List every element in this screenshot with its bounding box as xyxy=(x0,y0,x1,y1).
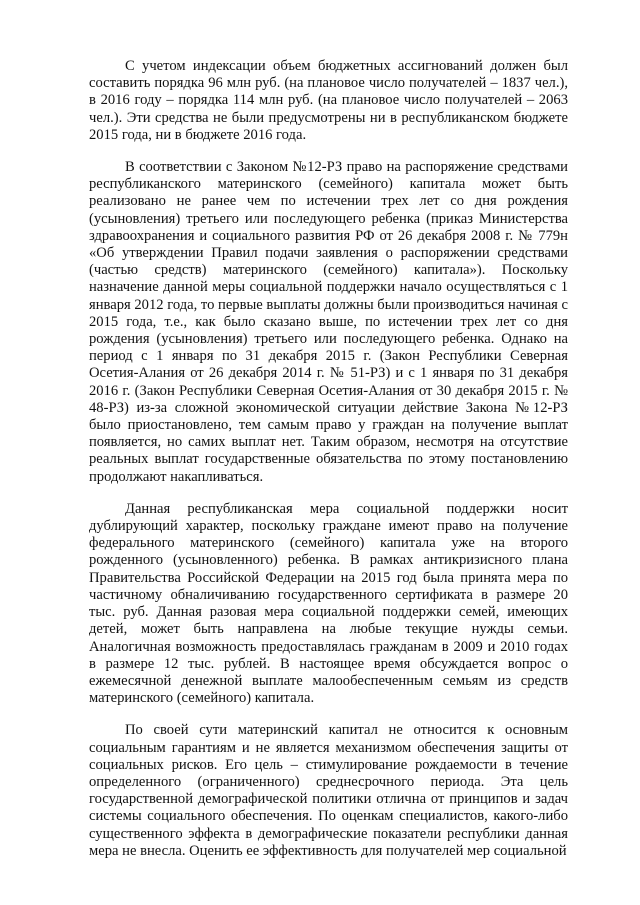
paragraph-budget-indexation: С учетом индексации объем бюджетных ассигнований должен был составить порядка 96 млн руб. (на плановое число получателей – 1837 чел.), в 2016 году – порядка 114 млн руб. (на плановое число получателей – 2063 чел.). Эти средства не были предусмотрены ни в республиканском бюджете 2015 года, ни в бюджете 2016 года. xyxy=(89,58,568,143)
paragraph-law-12-rz: В соответствии с Законом №12-РЗ право на распоряжение средствами республиканского материнского (семейного) капитала может быть реализовано не ранее чем по истечении трех лет со дня рождения (усыновления) третьего или последующего ребенка (приказ Министерства здравоохранения и социального развития РФ от 26 декабря 2008 г. № 779н «Об утверждении Правил подачи заявления о распоряжении средствами (частью средств) материнского (семейного) капитала»). Поскольку назначение данной меры социальной поддержки начало осуществляться с 1 января 2012 года, то первые выплаты должны были производиться начиная с 2015 года, т.е., как было сказано выше, по истечении трех лет со дня рождения (усыновления) третьего или последующего ребенка. Однако на период с 1 января по 31 декабря 2015 г. (Закон Республики Северная Осетия-Алания от 26 декабря 2014 г. № 51-РЗ) и с 1 января по 31 декабря 2016 г. (Закон Республики Северная Осетия-Алания от 30 декабря 2015 г. № 48-РЗ) из-за сложной экономической ситуации действие Закона №12-РЗ было приостановлено, тем самым право у граждан на получение выплат появляется, но самих выплат нет. Таким образом, несмотря на отсутствие реальных выплат государственные обязательства по этому постановлению продолжают накапливаться. xyxy=(89,159,569,485)
paragraph-maternity-capital-essence: По своей сути материнский капитал не относится к основным социальным гарантиям и не является механизмом обеспечения защиты от социальных рисков. Его цель – стимулирование рождаемости в течение определенного (ограниченного) среднесрочного периода. Эта цель государственной демографической политики отлична от принципов и задач системы социального обеспечения. По оценкам специалистов, какого-либо существенного эффекта в демографические показатели республики данная мера не внесла. Оценить ее эффективность для получателей мер социальной xyxy=(89,722,568,859)
document-body xyxy=(89,58,568,860)
paragraph-duplicating-measure: Данная республиканская мера социальной поддержки носит дублирующий характер, поскольку граждане имеют право на получение федерального материнского (семейного) капитала уже на второго рожденного (усыновленного) ребенка. В рамках антикризисного плана Правительства Российской Федерации на 2015 год была принята мера по частичному обналичиванию государственного сертификата в размере 20 тыс. руб. Данная разовая мера социальной поддержки семей, имеющих детей, может быть направлена на любые текущие нужды семьи. Аналогичная возможность предоставлялась гражданам в 2009 и 2010 годах в размере 12 тыс. рублей. В настоящее время обсуждается вопрос о ежемесячной денежной выплате малообеспеченным семьям из средств материнского (семейного) капитала. xyxy=(89,500,568,707)
